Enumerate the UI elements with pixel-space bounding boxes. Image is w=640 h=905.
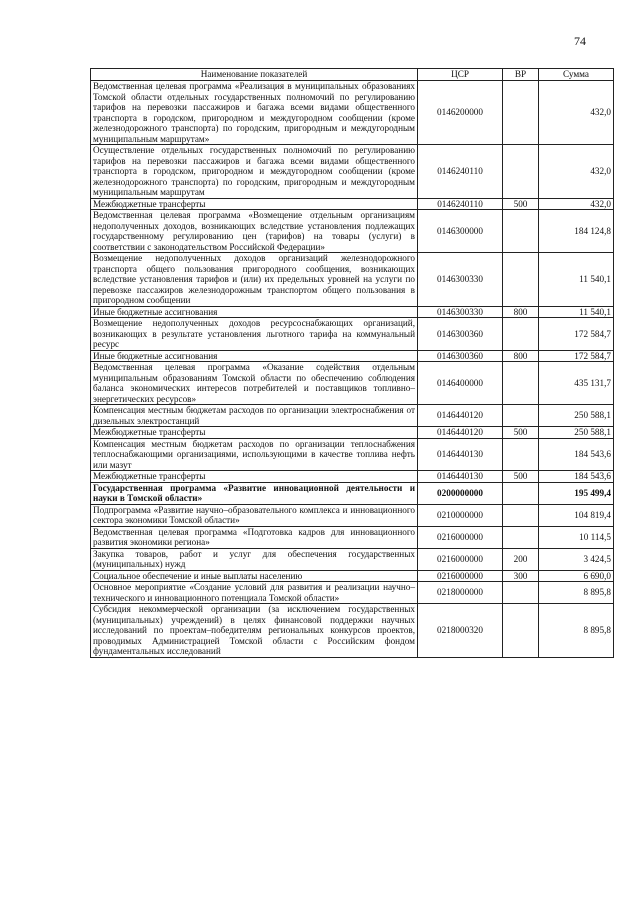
column-header-sum: Сумма xyxy=(539,69,614,81)
row-name: Ведомственная целевая программа «Подготовка кадров для инновационного развития экономики региона» xyxy=(91,526,418,548)
row-name: Иные бюджетные ассигнования xyxy=(91,306,418,318)
row-name: Ведомственная целевая программа «Реализация в муниципальных образованиях Томской области отдельных государственных полномочий по регулированию тарифов на перевозки пассажиров и багажа всеми видами общественного транспорта в городском, пригородном и междугородном сообщении (кроме железнодорожного транспорта) по городским, пригородным и междугородным муниципальным маршрутам» xyxy=(91,81,418,145)
table-row xyxy=(91,438,614,471)
table-row-program xyxy=(91,482,614,504)
row-vr xyxy=(503,81,539,145)
row-vr: 500 xyxy=(503,471,539,483)
page-number: 74 xyxy=(574,34,586,48)
row-vr: 500 xyxy=(503,198,539,210)
row-csr: 0218000000 xyxy=(418,582,503,604)
row-sum: 6 690,0 xyxy=(539,570,614,582)
row-sum: 432,0 xyxy=(539,198,614,210)
table-row xyxy=(91,253,614,307)
column-header-name: Наименование показателей xyxy=(91,69,418,81)
row-vr: 800 xyxy=(503,306,539,318)
row-sum: 432,0 xyxy=(539,145,614,199)
row-csr: 0216000000 xyxy=(418,526,503,548)
row-name: Подпрограмма «Развитие научно–образовательного комплекса и инновационного сектора экономики Томской области» xyxy=(91,504,418,526)
row-sum: 250 588,1 xyxy=(539,427,614,439)
row-csr: 0216000000 xyxy=(418,548,503,570)
row-vr xyxy=(503,362,539,405)
row-vr xyxy=(503,582,539,604)
row-csr: 0216000000 xyxy=(418,570,503,582)
row-csr: 0146300360 xyxy=(418,350,503,362)
row-sum: 250 588,1 xyxy=(539,405,614,427)
row-csr: 0146440120 xyxy=(418,427,503,439)
table-row xyxy=(91,350,614,362)
row-vr xyxy=(503,604,539,658)
row-csr: 0146400000 xyxy=(418,362,503,405)
row-name: Осуществление отдельных государственных полномочий по регулированию тарифов на перевозки пассажиров и багажа всеми видами общественного транспорта в городском, пригородном и междугородном сообщении (кроме железнодорожного транспорта) по городским, пригородным и междугородным муниципальным маршрутам xyxy=(91,145,418,199)
row-name: Ведомственная целевая программа «Возмещение отдельным организациям недополученных доходов, возникающих вследствие установления подлежащих государственному регулированию цен (тарифов) на товары (услуги) в соответствии с законодательством Российской Федерации» xyxy=(91,210,418,253)
row-name: Субсидия некоммерческой организации (за исключением государственных (муниципальных) учреждений) в целях финансовой поддержки научных исследований по проектам–победителям региональных конкурсов проектов, проводимых Администрацией Томской области с Российским фондом фундаментальных исследований xyxy=(91,604,418,658)
row-name: Межбюджетные трансферты xyxy=(91,427,418,439)
row-vr xyxy=(503,210,539,253)
row-vr xyxy=(503,405,539,427)
row-name: Межбюджетные трансферты xyxy=(91,471,418,483)
row-csr: 0146440130 xyxy=(418,471,503,483)
row-csr: 0146300330 xyxy=(418,253,503,307)
row-sum: 11 540,1 xyxy=(539,253,614,307)
row-vr xyxy=(503,504,539,526)
row-sum: 8 895,8 xyxy=(539,582,614,604)
table-row xyxy=(91,362,614,405)
table-row xyxy=(91,570,614,582)
row-name: Компенсация местным бюджетам расходов по организации электроснабжения от дизельных электростанций xyxy=(91,405,418,427)
table-header-row xyxy=(91,69,614,81)
column-header-csr: ЦСР xyxy=(418,69,503,81)
budget-table xyxy=(90,68,614,658)
row-name: Закупка товаров, работ и услуг для обеспечения государственных (муниципальных) нужд xyxy=(91,548,418,570)
row-name: Возмещение недополученных доходов организаций железнодорожного транспорта общего пользования пригородного сообщения, возникающих вследствие установления тарифов и (или) их предельных уровней на услуги по перевозке пассажиров железнодорожным транспортом общего пользования в пригородном сообщении xyxy=(91,253,418,307)
row-vr xyxy=(503,482,539,504)
row-csr: 0146240110 xyxy=(418,198,503,210)
row-name: Основное мероприятие «Создание условий для развития и реализации научно–технического и инновационного потенциала Томской области» xyxy=(91,582,418,604)
row-csr: 0210000000 xyxy=(418,504,503,526)
row-csr: 0146440130 xyxy=(418,438,503,471)
row-sum: 432,0 xyxy=(539,81,614,145)
row-vr xyxy=(503,526,539,548)
row-vr xyxy=(503,318,539,351)
row-sum: 195 499,4 xyxy=(539,482,614,504)
row-vr xyxy=(503,145,539,199)
row-name: Межбюджетные трансферты xyxy=(91,198,418,210)
row-vr: 300 xyxy=(503,570,539,582)
row-csr: 0146300000 xyxy=(418,210,503,253)
row-name: Ведомственная целевая программа «Оказание содействия отдельным муниципальным образованиям Томской области по обеспечению соблюдения баланса экономических интересов потребителей и поставщиков топливно–энергетических ресурсов» xyxy=(91,362,418,405)
table-row xyxy=(91,526,614,548)
table-row xyxy=(91,210,614,253)
row-name: Социальное обеспечение и иные выплаты населению xyxy=(91,570,418,582)
row-vr: 500 xyxy=(503,427,539,439)
row-sum: 3 424,5 xyxy=(539,548,614,570)
row-sum: 8 895,8 xyxy=(539,604,614,658)
table-row xyxy=(91,318,614,351)
row-sum: 435 131,7 xyxy=(539,362,614,405)
table-row xyxy=(91,198,614,210)
row-sum: 172 584,7 xyxy=(539,350,614,362)
row-vr: 800 xyxy=(503,350,539,362)
table-row xyxy=(91,145,614,199)
row-name: Возмещение недополученных доходов ресурсоснабжающих организаций, возникающих в результате установления льготного тарифа на коммунальный ресурс xyxy=(91,318,418,351)
row-sum: 11 540,1 xyxy=(539,306,614,318)
row-csr: 0218000320 xyxy=(418,604,503,658)
row-vr xyxy=(503,438,539,471)
row-name: Иные бюджетные ассигнования xyxy=(91,350,418,362)
table-row xyxy=(91,427,614,439)
row-sum: 104 819,4 xyxy=(539,504,614,526)
table-row xyxy=(91,548,614,570)
table-row xyxy=(91,504,614,526)
row-csr: 0146300330 xyxy=(418,306,503,318)
row-sum: 184 124,8 xyxy=(539,210,614,253)
row-csr: 0146440120 xyxy=(418,405,503,427)
table-row xyxy=(91,471,614,483)
row-name: Компенсация местным бюджетам расходов по организации теплоснабжения теплоснабжающими организациями, использующими в качестве топлива нефть или мазут xyxy=(91,438,418,471)
row-csr: 0200000000 xyxy=(418,482,503,504)
table-row xyxy=(91,582,614,604)
row-csr: 0146300360 xyxy=(418,318,503,351)
row-name: Государственная программа «Развитие инновационной деятельности и науки в Томской области» xyxy=(91,482,418,504)
table-row xyxy=(91,306,614,318)
row-sum: 184 543,6 xyxy=(539,471,614,483)
row-vr: 200 xyxy=(503,548,539,570)
row-csr: 0146200000 xyxy=(418,81,503,145)
table-row xyxy=(91,81,614,145)
table-row xyxy=(91,604,614,658)
row-csr: 0146240110 xyxy=(418,145,503,199)
row-sum: 172 584,7 xyxy=(539,318,614,351)
column-header-vr: ВР xyxy=(503,69,539,81)
table-row xyxy=(91,405,614,427)
row-sum: 184 543,6 xyxy=(539,438,614,471)
row-sum: 10 114,5 xyxy=(539,526,614,548)
row-vr xyxy=(503,253,539,307)
